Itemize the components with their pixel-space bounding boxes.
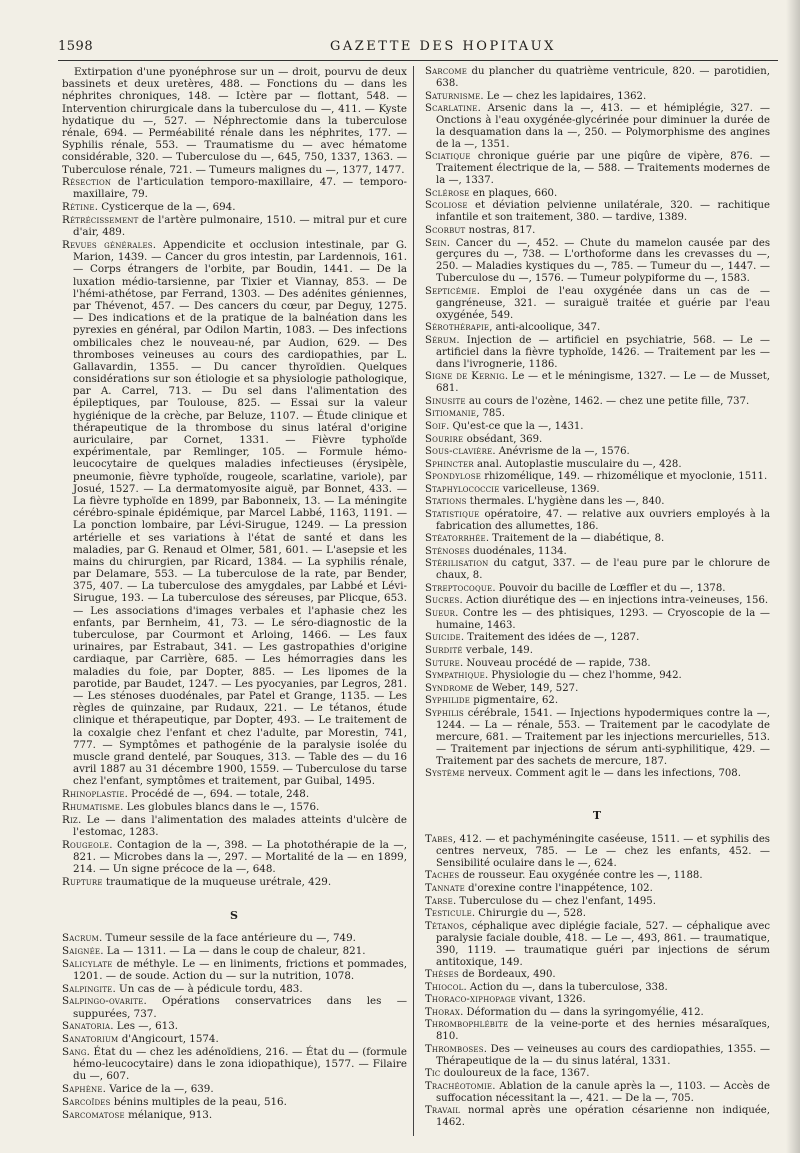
index-entry <box>425 883 770 895</box>
entry-text: , céphalique avec diplégie faciale, 527. — céphalique avec paralysie faciale double, 418. — Le —, 493, 861. — traumatique, 390, 1119. — traumatique guéri par injections de sérum antitoxique, 149. <box>436 920 770 968</box>
entry-keyword: Surdité <box>425 645 463 657</box>
entry-text: douloureux de la face, 1367. <box>440 1068 590 1080</box>
entry-keyword: Sacrum <box>62 932 100 945</box>
index-entry <box>62 1083 407 1095</box>
running-head-title: GAZETTE DES HOPITAUX <box>330 39 556 54</box>
index-entry <box>425 1019 770 1043</box>
entry-text: . Ablation de la canule après la —, 1103. — Accès de suffocation nécessitant la —, 421. — De la —, 705. <box>436 1080 770 1104</box>
index-entry <box>62 201 407 213</box>
index-entry <box>425 969 770 981</box>
index-entry <box>425 91 770 103</box>
index-entry <box>425 66 770 90</box>
index-entry <box>425 645 770 657</box>
entry-keyword: Sarcome <box>425 66 468 77</box>
index-entry <box>425 921 770 969</box>
page-edge-shadow <box>786 0 800 1153</box>
section-t-letter: T <box>592 809 603 823</box>
entry-keyword: Saturnisme <box>425 90 481 102</box>
index-entry <box>62 876 407 888</box>
entry-text: de rousseur. Eau oxygénée contre les —, 1188. <box>459 870 703 882</box>
entry-text: de l'artère pulmonaire, 1510. — mitral pur et cure d'air, 489. <box>73 214 407 239</box>
entry-keyword: Sucres <box>425 595 460 607</box>
entry-keyword: Saignée <box>62 944 101 957</box>
entry-text: . Traitement des idées de —, 1287. <box>460 632 640 644</box>
entry-text: opératoire, 47. — relative aux ouvriers employés à la fabrication des allumettes, 186. <box>436 508 770 532</box>
entry-keyword: Sanatoria <box>62 1020 111 1033</box>
index-entry <box>62 1046 407 1083</box>
entry-text: . Action du —, dans la tuberculose, 338. <box>463 981 668 993</box>
entry-text: . Chirurgie du —, 528. <box>471 908 586 920</box>
entry-text: d'Angicourt, 1574. <box>118 1033 219 1046</box>
section-s-letter: S <box>230 908 239 922</box>
entry-keyword: Tannate <box>425 883 465 895</box>
index-entry <box>425 595 770 607</box>
index-entry <box>425 1007 770 1019</box>
index-entry <box>62 983 407 995</box>
index-entry <box>425 768 770 780</box>
header-rule <box>58 60 778 61</box>
entry-text: . Le — dans l'alimentation des malades atteints d'ulcère de l'estomac, 1283. <box>73 813 407 838</box>
right-column <box>425 66 770 1130</box>
section-s-heading <box>62 910 407 922</box>
entry-keyword: Thrombophlébite <box>425 1019 509 1031</box>
entry-text: . Injection de — artificiel en psychiatrie, 568. — Le — artificiel dans la fièvre typhoïde, 1426. — Traitement par les — dans l'ivrognerie, 1186. <box>436 334 770 370</box>
entry-text: de la veine-porte et des hernies mésaraïques, 810. <box>436 1019 770 1043</box>
entry-keyword: Streptocoque <box>425 582 493 594</box>
index-entry <box>425 225 770 237</box>
entry-text: . Contre les — des phtisiques, 1293. — Cryoscopie de la — humaine, 1463. <box>436 607 770 631</box>
index-entry <box>62 801 407 813</box>
entry-text: et déviation pelvienne unilatérale, 320. — rachitique infantile et son traitement, 380. — tardive, 1389. <box>436 200 770 224</box>
entry-text: anal. Autoplastie musculaire du —, 428. <box>473 458 682 470</box>
entry-keyword: Scorbut <box>425 224 466 236</box>
entry-keyword: Thorax <box>425 1006 461 1018</box>
entry-keyword: Spondylose <box>425 471 482 483</box>
entry-text: . Cancer du —, 452. — Chute du mamelon causée par des gerçures du —, 738. — L'orthoforme dans les crevasses du —, 250. — Maladies kystiques du —, 785. — Tumeur du —, 1447. — Tuberculose du —, 1576. — Tumeur polypiforme du —, 1583. <box>436 237 770 285</box>
entry-keyword: Riz <box>62 813 78 826</box>
entry-text: . Qu'est-ce que la —, 1431. <box>446 420 584 432</box>
entry-text: en plaques, 660. <box>469 187 558 199</box>
index-entry <box>425 151 770 187</box>
entry-text: nerveux. Comment agit le — dans les infections, 708. <box>464 768 741 780</box>
entry-text: chronique guérie par une piqûre de vipère, 876. — Traitement électrique de la, — 588. — Traitements modernes de la —, 1337. <box>436 151 770 187</box>
entry-keyword: Rétrécissement <box>62 214 139 227</box>
entry-text: du catgut, 337. — de l'eau pure par le chlorure de chaux, 8. <box>436 558 770 582</box>
entry-text: . Cysticerque de la —, 694. <box>94 201 236 214</box>
entry-keyword: Sein <box>425 237 447 249</box>
entry-keyword: Thèses <box>425 969 459 981</box>
entry-text: thermales. L'hygiène dans les —, 840. <box>466 496 665 508</box>
entry-keyword: Résection <box>62 176 112 189</box>
entry-text: . Un cas de — à pédicule tordu, 483. <box>112 982 303 995</box>
entry-keyword: Stéatorrhée <box>425 533 486 545</box>
index-entry <box>425 583 770 595</box>
index-entry <box>425 683 770 695</box>
entry-text: bénins multiples de la peau, 516. <box>110 1095 287 1108</box>
entry-keyword: Syphilide <box>425 695 471 707</box>
entry-text: . Appendicite et occlusion intestinale, par G. Marion, 1439. — Cancer du gros intestin, par Lardennois, 161. — Corps étrangers de l'orbite, par Boudin, 1441. — De la luxation médio-tarsienne, par Tixier et Viannay, 853. — De l'hémi-athétose, par Ferrand, 1303. — Des adénites géniennes, par Thévenot, 457. — Des cancers du cœur, par Deguy, 1275. — Des indications et de la pratique de la balnéation dans les pyrexies en général, par Odilon Martin, 1083. — Des infections ombilicales chez le nouveau-né, par Audion, 629. — Des thromboses veineuses au cours des cardiopathies, par L. Gallavardin, 1355. — Du cancer thyroïdien. Quelques considérations sur son étiologie et sa physiologie pathologique, par A. Carrel, 713. — Du sel dans l'alimentation des épileptiques, par Toulouse, 825. — Essai sur la valeur hygiénique de la crèche, par Beluze, 1107. — Étude clinique et thérapeutique de la thrombose du sinus latéral d'origine auriculaire, par Cornet, 1331. — Fièvre typhoïde expérimentale, par Remlinger, 105. — Formule hémo-leucocytaire de quelques maladies infectieuses (érysipèle, pneumonie, fièvre typhoïde, rougeole, scarlatine, variole), par Josué, 1527. — La dermatomyosite aiguë, par Bonnet, 433. — La fièvre typhoïde en 1899, par Babonneix, 13. — La méningite cérébro-spinale épidémique, par Marcel Labbé, 1163, 1191. — La ponction lombaire, par Lévi-Sirugue, 1249. — La pression artérielle et ses variations à l'état de santé et dans les maladies, par G. Renaud et Olmer, 581, 601. — L'asepsie et les mains du chirurgien, par Ricard, 1384. — La syphilis rénale, par Delamare, 553. — La tuberculose de la rate, par Bender, 375, 407. — La tuberculose des amygdales, par Labbé et Lévi-Sirugue, 193. — La tuberculose des séreuses, par Plicque, 653. — Les associations d'images verbales et l'aphasie chez les enfants, par Bernheim, 41, 73. — Le séro-diagnostic de la tuberculose, par Courmont et Arloing, 1466. — Les faux urinaires, par Estrabaut, 341. — Les gastropathies d'origine cardiaque, par Carrière, 685. — Les hémorragies dans les maladies du foie, par Dopter, 885. — Les lipomes de la parotide, par Baudet, 1247. — Les pyocyanies, par Legros, 281. — Les sténoses duodénales, par Patel et Grange, 1135. — Les règles de quinzaine, par Rudaux, 221. — Le tétanos, étude clinique et thérapeutique, par Dopter, 493. — Le traitement de la coxalgie chez l'enfant et chez l'adulte, par Morestin, 741, 777. — Symptômes et pathogénie de la paralysie isolée du muscle grand dentelé, par Souques, 313. — Table des — du 16 avril 1887 au 31 décembre 1900, 1559. — Tuberculose du tarse chez l'enfant, symptômes et traitement, par Guibal, 1495. <box>73 239 407 788</box>
index-entry <box>425 994 770 1006</box>
entry-keyword: Thiocol <box>425 981 464 993</box>
entry-text: duodénales, 1134. <box>469 545 567 557</box>
index-entry <box>62 839 407 876</box>
entry-keyword: Tarse <box>425 895 453 907</box>
index-entry <box>62 788 407 800</box>
entry-keyword: Salpingite <box>62 982 113 995</box>
index-entry <box>425 608 770 632</box>
entry-text: , 412. — et pachyméningite caséeuse, 1511. — et syphilis des centres nerveux, 785. — Le — chez les enfants, 452. — Sensibilité oculaire dans le —, 624. <box>436 834 770 869</box>
entries-t <box>425 834 770 1129</box>
entry-text: de Weber, 149, 527. <box>473 682 579 694</box>
index-entry <box>425 509 770 533</box>
index-entry <box>425 695 770 707</box>
index-entry <box>425 238 770 286</box>
entry-text: traumatique de la muqueuse urétrale, 429. <box>102 875 332 888</box>
entry-keyword: Salpingo-ovarite <box>62 995 144 1008</box>
entry-keyword: Sarcoïdes <box>62 1095 111 1108</box>
entry-text: . Le — chez les lapidaires, 1362. <box>480 90 647 102</box>
entry-text: . Tuberculose du — chez l'enfant, 1495. <box>452 895 656 907</box>
index-entry <box>62 995 407 1019</box>
index-entry <box>425 335 770 371</box>
entry-text: vivant, 1326. <box>515 994 586 1006</box>
entry-keyword: Sanatorium <box>62 1033 119 1046</box>
index-entry <box>425 200 770 224</box>
entry-text: . Tumeur sessile de la face antérieure du —, 749. <box>99 932 356 945</box>
entry-text: . Procédé de —, 694. — totale, 248. <box>124 788 310 801</box>
entries-s-continued <box>425 66 770 780</box>
entry-keyword: Thoraco-xiphopage <box>425 994 516 1006</box>
entry-keyword: Sérum <box>425 334 457 346</box>
index-entry <box>425 434 770 446</box>
entry-keyword: Sous-clavière <box>425 446 493 458</box>
entry-text: rhizomélique, 149. — rhizomélique et myoclonie, 1511. <box>481 471 768 483</box>
entry-text: . Emploi de l'eau oxygénée dans un cas de — gangréneuse, 321. — suraiguë traitée et guérie par l'eau oxygénée, 549. <box>436 285 770 321</box>
entry-text: pigmentaire, 62. <box>470 695 559 707</box>
entry-keyword: Statistique <box>425 508 480 520</box>
index-entry <box>425 658 770 670</box>
entries-r <box>62 176 407 888</box>
entry-keyword: Trachéotomie <box>425 1080 493 1092</box>
index-entry <box>62 1096 407 1108</box>
index-entry <box>425 546 770 558</box>
entry-text: obsédant, 369. <box>463 433 543 445</box>
index-entry <box>62 958 407 982</box>
entry-keyword: Soif <box>425 420 447 432</box>
entry-text: . Traitement de la — diabétique, 8. <box>485 533 665 545</box>
entry-text: . Action diurétique des — en injections intra-veineuses, 156. <box>459 595 769 607</box>
column-rule <box>413 66 414 1136</box>
entry-keyword: Scoliose <box>425 200 468 212</box>
entry-text: , anti-alcoolique, 347. <box>489 322 601 334</box>
index-entry <box>425 632 770 644</box>
entry-keyword: Travail <box>425 1105 461 1117</box>
entry-keyword: Tétanos <box>425 920 465 932</box>
entry-text: . Contagion de la —, 398. — La photothérapie de la —, 821. — Microbes dans la —, 297. — Mortalité de la — en 1899, 214. — Un signe précoce de la —, 648. <box>73 838 407 875</box>
index-entry <box>425 982 770 994</box>
index-entry <box>425 1081 770 1105</box>
entry-keyword: Sphincter <box>425 458 474 470</box>
entry-keyword: Suture <box>425 657 460 669</box>
index-entry <box>425 286 770 322</box>
entry-keyword: Rétine <box>62 201 95 214</box>
left-column <box>62 66 407 1121</box>
entry-text: verbale, 149. <box>462 645 533 657</box>
index-entry <box>425 1105 770 1129</box>
entry-keyword: Tic <box>425 1068 441 1080</box>
entry-keyword: Sympathique <box>425 670 485 682</box>
entry-text: . Arsenic dans la —, 413. — et hémiplégie, 327. — Onctions à l'eau oxygénée-glycérinée pour diminuer la durée de la desquamation dans la —, 250. — Polymorphisme des angines de la —, 1351. <box>436 103 770 150</box>
entry-text: cérébrale, 1541. — Injections hypodermiques contre la —, 1244. — La — rénale, 553. — Traitement par le cacodylate de mercure, 681. — Traitement par les injections mercurielles, 513. — Traitement par injections de sérum anti-syphilitique, 429. — Traitement par des sachets de mercure, 187. <box>436 707 770 767</box>
entry-text: au cours de l'ozène, 1462. — chez une petite fille, 737. <box>465 395 750 407</box>
entry-keyword: Sourire <box>425 433 464 445</box>
index-entry <box>62 239 407 787</box>
entry-keyword: Sarcomatose <box>62 1108 125 1121</box>
entry-text: . Les globules blancs dans le —, 1576. <box>120 800 320 813</box>
entry-keyword: Salicylate <box>62 957 113 970</box>
index-entry <box>62 214 407 238</box>
index-entry <box>425 103 770 151</box>
index-entry <box>425 1044 770 1068</box>
entry-keyword: Syphilis <box>425 707 464 719</box>
entry-keyword: Suicide <box>425 632 461 644</box>
entry-keyword: Signe de Kernig <box>425 371 505 383</box>
entry-text: . Physiologie du — chez l'homme, 942. <box>484 670 682 682</box>
index-entry <box>425 896 770 908</box>
entry-text: . Anévrisme de la —, 1576. <box>492 446 630 458</box>
entry-text: . Pouvoir du bacille de Lœffler et du —, 1378. <box>492 582 726 594</box>
entry-keyword: Stations <box>425 496 467 508</box>
entry-text: de l'articulation temporo-maxillaire, 47. — temporo-maxillaire, 79. <box>73 176 407 201</box>
entry-keyword: Scarlatine <box>425 103 478 115</box>
entry-text: . La — 1311. — La — dans le coup de chaleur, 821. <box>100 944 366 957</box>
index-entry <box>62 176 407 200</box>
entry-text: de Bordeaux, 490. <box>458 969 556 981</box>
entry-text: . Opérations conservatrices dans les — suppurées, 737. <box>73 995 407 1020</box>
entry-keyword: Thromboses <box>425 1043 484 1055</box>
section-t-heading <box>425 810 770 822</box>
entry-keyword: Sciatique <box>425 151 471 163</box>
entry-keyword: Stérilisation <box>425 558 489 570</box>
page-number: 1598 <box>58 39 94 54</box>
entry-keyword: Taches <box>425 870 460 882</box>
index-entry <box>425 1068 770 1080</box>
index-entry <box>425 908 770 920</box>
index-entry <box>425 834 770 870</box>
index-entry <box>425 484 770 496</box>
entry-text: , 785. <box>476 408 505 420</box>
index-entry <box>425 558 770 582</box>
entry-keyword: Sang <box>62 1045 87 1058</box>
entry-keyword: Système <box>425 768 465 780</box>
entry-keyword: Rhinoplastie <box>62 788 125 801</box>
index-entry <box>425 459 770 471</box>
entries-s <box>62 932 407 1121</box>
entry-text: . Nouveau procédé de — rapide, 738. <box>459 657 651 669</box>
entry-text: de méthyle. Le — en liniments, frictions et pommades, 1201. — de soude. Action du — sur la nutrition, 1078. <box>73 957 407 982</box>
entry-text: . Le — et le méningisme, 1327. — Le — de Musset, 681. <box>436 371 770 395</box>
entry-keyword: Revues générales <box>62 239 153 251</box>
index-entry <box>425 870 770 882</box>
entry-keyword: Sérothérapie <box>425 322 490 334</box>
entry-keyword: Tabes <box>425 834 453 846</box>
index-entry <box>425 446 770 458</box>
entry-keyword: Rhumatisme <box>62 800 121 813</box>
index-entry-continuation: Extirpation d'une pyonéphrose sur un — droit, pourvu de deux bassinets et deux uretères, 488. — Fonctions du — dans les néphrites chroniques, 148. — Ictère par — flottant, 548. — Intervention chirurgicale dans la tuberculose du —, 411. — Kyste hydatique du —, 527. — Néphrectomie dans la tuberculose rénale, 694. — Perméabilité rénale dans les néphrites, 177. — Syphilis rénale, 553. — Traumatisme du — avec hématome considérable, 320. — Tuberculose du —, 645, 750, 1337, 1363. — Tuberculose rénale, 721. — Tumeurs malignes du —, 1377, 1477. <box>62 66 407 176</box>
index-entry <box>62 814 407 838</box>
entry-keyword: Rougeole <box>62 838 110 851</box>
entry-keyword: Rupture <box>62 875 103 888</box>
entry-keyword: Sueur <box>425 607 456 619</box>
index-entry <box>62 1109 407 1121</box>
entry-text: . Les —, 613. <box>110 1020 179 1033</box>
index-entry <box>62 932 407 944</box>
entry-text: . Déformation du — dans la syringomyélie, 412. <box>460 1006 704 1018</box>
entry-keyword: Testicule <box>425 908 472 920</box>
entry-keyword: Sclérose <box>425 187 470 199</box>
entry-keyword: Septicémie <box>425 285 477 297</box>
entry-text: nostras, 817. <box>465 224 536 236</box>
index-entry <box>425 708 770 768</box>
entry-text: d'orexine contre l'inappétence, 102. <box>464 883 653 895</box>
entry-text: du plancher du quatrième ventricule, 820. — parotidien, 638. <box>436 66 770 89</box>
index-entry <box>425 188 770 200</box>
index-entry <box>425 533 770 545</box>
index-entry <box>62 945 407 957</box>
index-entry <box>425 396 770 408</box>
index-entry <box>425 670 770 682</box>
entry-keyword: Syndrome <box>425 682 474 694</box>
entry-text: . Des — veineuses au cours des cardiopathies, 1355. — Thérapeutique de la — du sinus latéral, 1331. <box>436 1043 770 1067</box>
entry-keyword: Saphène <box>62 1083 103 1096</box>
entry-text: . État du — chez les adénoïdiens, 216. — État du — (formule hémo-leucocytaire) dans le zona idiopathique), 1577. — Filaire du —, 607. <box>73 1045 407 1083</box>
index-entry <box>425 371 770 395</box>
entry-text: . Varice de la —, 639. <box>102 1083 214 1096</box>
entry-keyword: Sitiomanie <box>425 408 477 420</box>
index-entry <box>425 471 770 483</box>
entry-keyword: Sinusite <box>425 395 466 407</box>
entry-text: mélanique, 913. <box>124 1108 213 1121</box>
entry-text: normal après une opération césarienne non indiquée, 1462. <box>436 1105 770 1129</box>
entry-keyword: Staphylococcie <box>425 483 500 495</box>
index-entry <box>62 1020 407 1032</box>
index-entry <box>425 496 770 508</box>
index-entry <box>425 408 770 420</box>
index-entry <box>62 1033 407 1045</box>
index-entry <box>425 421 770 433</box>
index-entry <box>425 322 770 334</box>
entry-text: varicelleuse, 1369. <box>499 483 600 495</box>
entry-keyword: Sténoses <box>425 545 470 557</box>
